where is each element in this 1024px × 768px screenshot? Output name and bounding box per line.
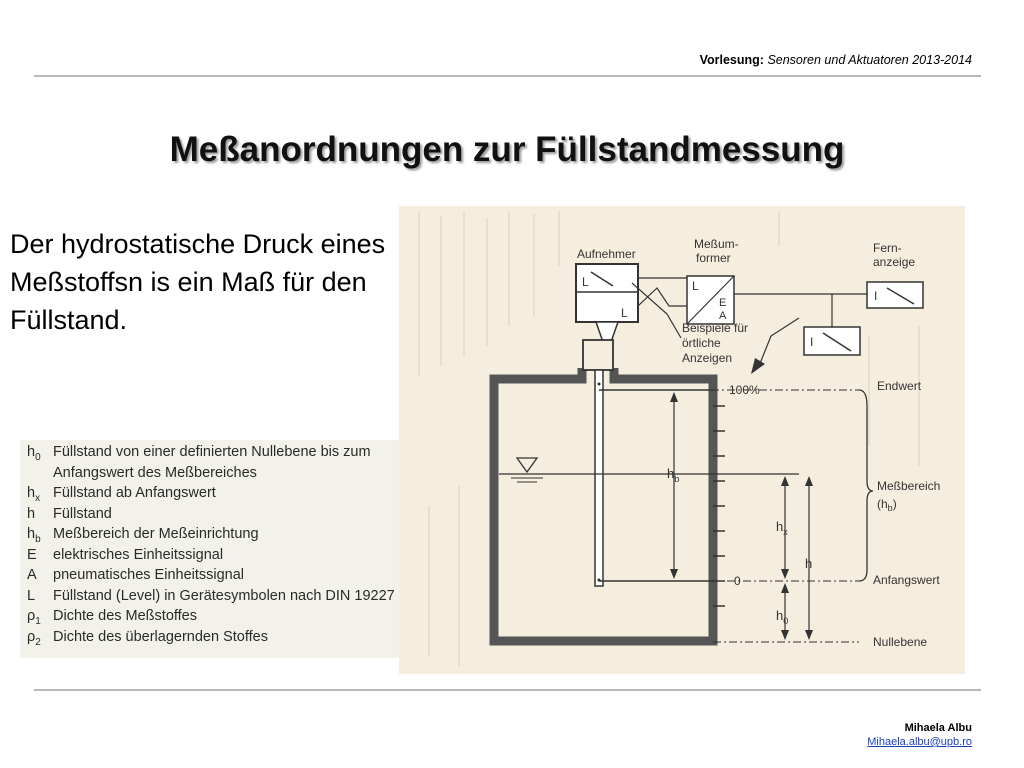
aufnehmer-L-label: L [582,275,589,289]
legend-text: Füllstand [53,505,112,522]
legend-symbol: $\rho_1$ [27,608,41,627]
dip-tube [595,370,603,586]
beispiele-label-1: Beispiele für [682,321,749,335]
endwert-label: Endwert [877,379,922,393]
svg-text:L: L [692,279,699,293]
zero-label: 0 [734,574,741,588]
legend-text: Dichte des Meßstoffes [53,608,197,624]
messumformer-label-1: Meßum- [694,237,739,251]
tank-flange [583,340,613,370]
pointer-arrow [751,358,765,374]
legend-text: Füllstand (Level) in Gerätesymbolen nach DIN 19227 [53,587,395,604]
symbol-legend [20,440,415,658]
hx-label: $h_x$ [776,519,788,537]
anfangswert-label: Anfangswert [873,573,940,587]
author-email-link[interactable]: Mihaela.albu@upb.ro [867,736,972,748]
dimension-arrows [674,394,809,638]
footer-divider [34,689,981,691]
header-divider [34,75,981,77]
sensor-funnel [596,322,618,342]
legend-symbol: $h_x$ [27,485,41,504]
level-measurement-diagram [399,206,965,674]
legend-symbol: L [27,587,36,604]
lecture-title: Sensoren und Aktuatoren 2013-2014 [767,53,972,67]
nullebene-label: Nullebene [873,635,928,649]
aufnehmer-label: Aufnehmer [577,247,636,261]
beispiele-label-3: Anzeigen [682,351,733,365]
reference-lines [599,390,859,642]
messbereich-label-1: Meßbereich [877,479,941,493]
legend-symbol: $\rho_2$ [27,628,41,648]
body-text: Der hydrostatische Druck eines Meßstoffsn is ein Maß für den Füllstand. [10,229,386,335]
svg-text:I: I [810,335,814,349]
legend-symbol: $h_0$ [27,444,41,463]
fernanzeige-label-1: Fern- [873,241,902,255]
author-name: Mihaela Albu [904,722,972,734]
fernanzeige-label-2: anzeige [873,255,916,269]
beispiele-label-2: örtliche [682,336,721,350]
legend-text: Anfangswert des Meßbereiches [53,464,257,481]
svg-text:E: E [719,297,727,309]
hb-label: $h_b$ [667,466,680,484]
legend-text: pneumatisches Einheitssignal [53,567,245,583]
legend-text: Dichte des überlagernden Stoffes [53,628,268,645]
messbereich-brace [859,390,873,581]
messbereich-label-2: $(h_b)$ [877,497,897,513]
pct100-label: 100% [729,383,760,397]
legend-text: elektrisches Einheitssignal [53,546,224,563]
legend-symbol: h [27,505,36,522]
svg-text:I: I [874,289,878,303]
legend-text: Meßbereich der Meßeinrichtung [53,526,259,542]
legend-symbol: E [27,546,37,563]
legend-symbol: A [27,567,37,583]
slide-title: Meßanordnungen zur Füllstandmessung [169,130,845,169]
diagram-svg [399,206,965,674]
svg-text:A: A [719,310,727,322]
aufnehmer-box [576,264,638,322]
lecture-header [700,53,972,67]
h0-label: $h_0$ [776,608,789,626]
lecture-label: Vorlesung: [699,53,764,67]
svg-text:L: L [621,306,628,320]
level-symbol [517,458,537,472]
messumformer-label-2: former [696,251,731,265]
h-label: h [805,556,813,571]
legend-symbol: $h_b$ [27,526,41,545]
legend-text: Füllstand ab Anfangswert [53,485,216,501]
legend-text: Füllstand von einer definierten Nullebene bis zum [53,444,371,460]
